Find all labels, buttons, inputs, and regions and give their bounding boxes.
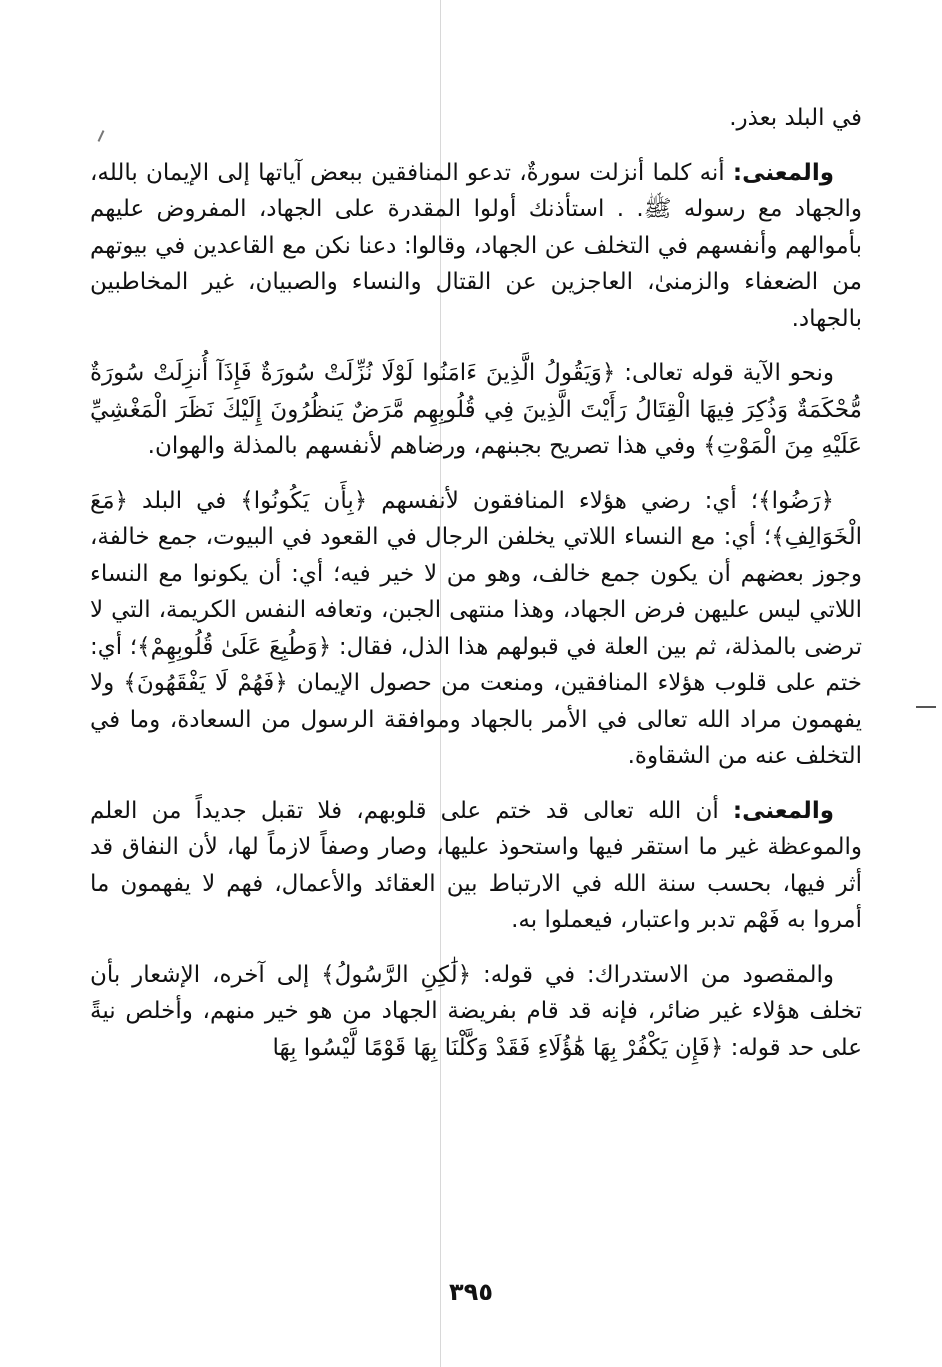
paragraph-text: ونحو الآية قوله تعالى: bbox=[615, 360, 835, 386]
quran-verse: ﴿فَهُمْ لَا يَفْقَهُونَ﴾ bbox=[123, 670, 288, 696]
paragraph-text: أن الله تعالى قد ختم على قلوبهم، فلا تقبل جديداً من العلم والموعظة غير ما استقر فيها واستحوذ عليها، وصار وصفاً لازماً لها، لأن النفاق قد أثر فيها، بحسب سنة الله في الارتباط بين العقائد والأعمال، فهم لا يفهمون ما أمروا به فَهْم تدبر واعتبار، فيعملوا به. bbox=[90, 797, 862, 933]
paragraph bbox=[90, 793, 862, 939]
paragraph bbox=[90, 355, 862, 465]
paragraph bbox=[90, 957, 862, 1067]
term-label: والمعنى: bbox=[732, 159, 834, 186]
paragraph-text: ولا يفهمون مراد الله تعالى في الأمر بالجهاد وموافقة الرسول من السعادة، وما في التخلف عنه من الشقاوة. bbox=[90, 670, 862, 769]
quran-verse: ﴿بِأَن يَكُونُوا﴾ bbox=[240, 487, 368, 514]
quran-verse: ﴿وَيَقُولُ الَّذِينَ ءَامَنُوا لَوْلَا نُزِّلَتْ سُورَةٌ فَإِذَآ أُنزِلَتْ سُورَةٌ مُّحْكَمَةٌ وَذُكِرَ فِيهَا الْقِتَالُ رَأَيْتَ الَّذِينَ فِي قُلُوبِهِم مَّرَضٌ يَنظُرُونَ إِلَيْكَ نَظَرَ الْمَغْشِيِّ عَلَيْهِ مِنَ الْمَوْتِ﴾ bbox=[90, 360, 862, 459]
quran-verse: ﴿مَعَ الْخَوَالِفِ﴾ bbox=[90, 487, 862, 550]
paragraph-text: إلى آخره، الإشعار بأن تخلف هؤلاء غير ضائر، فإنه قد قام بفريضة الجهاد من هو خير منهم، وأخلص نيةً على حد قوله: bbox=[90, 961, 862, 1061]
quran-verse: ﴿رَضُوا﴾ bbox=[758, 487, 834, 514]
page-number: ٣٩٥ bbox=[449, 1278, 493, 1306]
quran-verse: ﴿وَطُبِعَ عَلَىٰ قُلُوبِهِمْ﴾ bbox=[137, 633, 332, 660]
paragraph bbox=[90, 100, 862, 137]
text-line: في البلد بعذر. bbox=[729, 105, 862, 131]
scan-mark bbox=[916, 706, 936, 708]
quran-verse: ﴿لَٰكِنِ الرَّسُولُ﴾ bbox=[321, 961, 472, 988]
paragraph bbox=[90, 483, 862, 775]
paragraph-text: ؛ أي: رضي هؤلاء المنافقون لأنفسهم bbox=[367, 487, 759, 514]
book-page bbox=[90, 100, 862, 1330]
paragraph-text: أنه كلما أنزلت سورةٌ، تدعو المنافقين ببعض آياتها إلى الإيمان بالله، والجهاد مع رسوله ﷺ. . استأذنك أولوا المقدرة على الجهاد، المفروض عليهم بأموالهم وأنفسهم في التخلف عن الجهاد، وقالوا: دعنا نكن مع القاعدين في بيوتهم من الضعفاء والزمنىٰ، العاجزين عن القتال والنساء والصبيان، غير المخاطبين بالجهاد. bbox=[90, 159, 862, 332]
term-label: والمعنى: bbox=[732, 797, 834, 824]
paragraph-text: ؛ أي: ختم على قلوب هؤلاء المنافقين، ومنعت من حصول الإيمان bbox=[90, 633, 862, 696]
paragraph-text: والمقصود من الاستدراك: في قوله: bbox=[471, 961, 835, 988]
quran-verse: ﴿فَإِن يَكْفُرْ بِهَا هَٰؤُلَاءِ فَقَدْ وَكَّلْنَا بِهَا قَوْمًا لَّيْسُوا بِهَا bbox=[272, 1034, 724, 1061]
paragraph-text: وفي هذا تصريح بجبنهم، ورضاهم لأنفسهم بالمذلة والهوان. bbox=[147, 433, 704, 459]
paragraph bbox=[90, 155, 862, 338]
paragraph-text: في البلد bbox=[128, 487, 241, 514]
paragraph-text: ؛ أي: مع النساء اللاتي يخلفن الرجال في القعود في البيوت، جمع خالفة، وجوز بعضهم أن يكون جمع خالف، وهو من لا خير فيه؛ أي: أن يكونوا مع النساء اللاتي ليس عليهن فرض الجهاد، وهذا منتهى الجبن، وتعافه النفس الكريمة، التي لا ترضى بالمذلة، ثم بين العلة في قبولهم هذا الذل، فقال: bbox=[90, 524, 862, 660]
